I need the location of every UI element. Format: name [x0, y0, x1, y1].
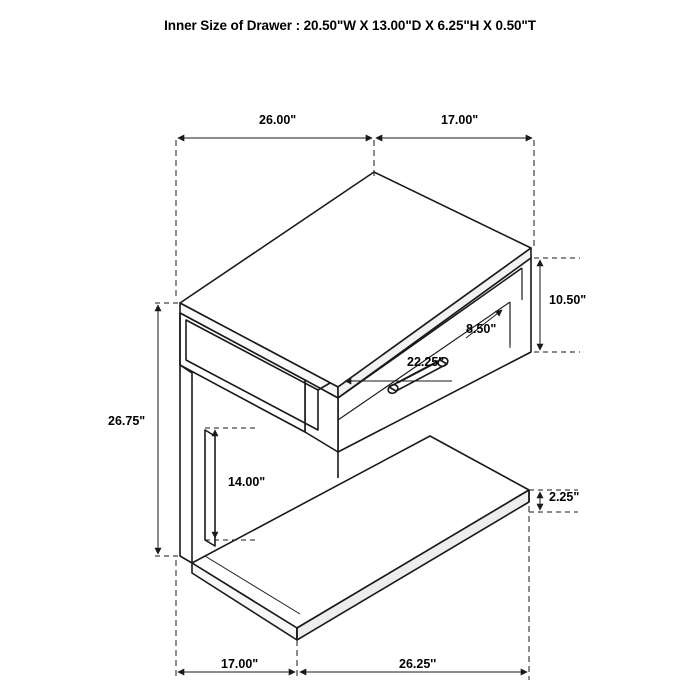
dim-label-drawer-face-height: 10.50"	[549, 293, 587, 307]
dim-label-drawer-side-depth: 8.50"	[466, 322, 497, 336]
dim-label-top-left-width: 26.00"	[259, 113, 297, 127]
dim-label-base-thickness: 2.25"	[549, 490, 580, 504]
dim-label-shelf-opening: 14.00"	[228, 475, 266, 489]
dim-label-base-width: 26.25''	[399, 657, 437, 671]
page-title: Inner Size of Drawer : 20.50"W X 13.00"D X 6.25"H X 0.50"T	[164, 18, 536, 33]
dim-label-drawer-face-width: 22.25"	[407, 355, 445, 369]
dim-label-top-right-depth: 17.00"	[441, 113, 479, 127]
dim-label-overall-height: 26.75"	[108, 414, 146, 428]
furniture-outline	[180, 172, 531, 640]
dim-label-base-depth: 17.00"	[221, 657, 259, 671]
